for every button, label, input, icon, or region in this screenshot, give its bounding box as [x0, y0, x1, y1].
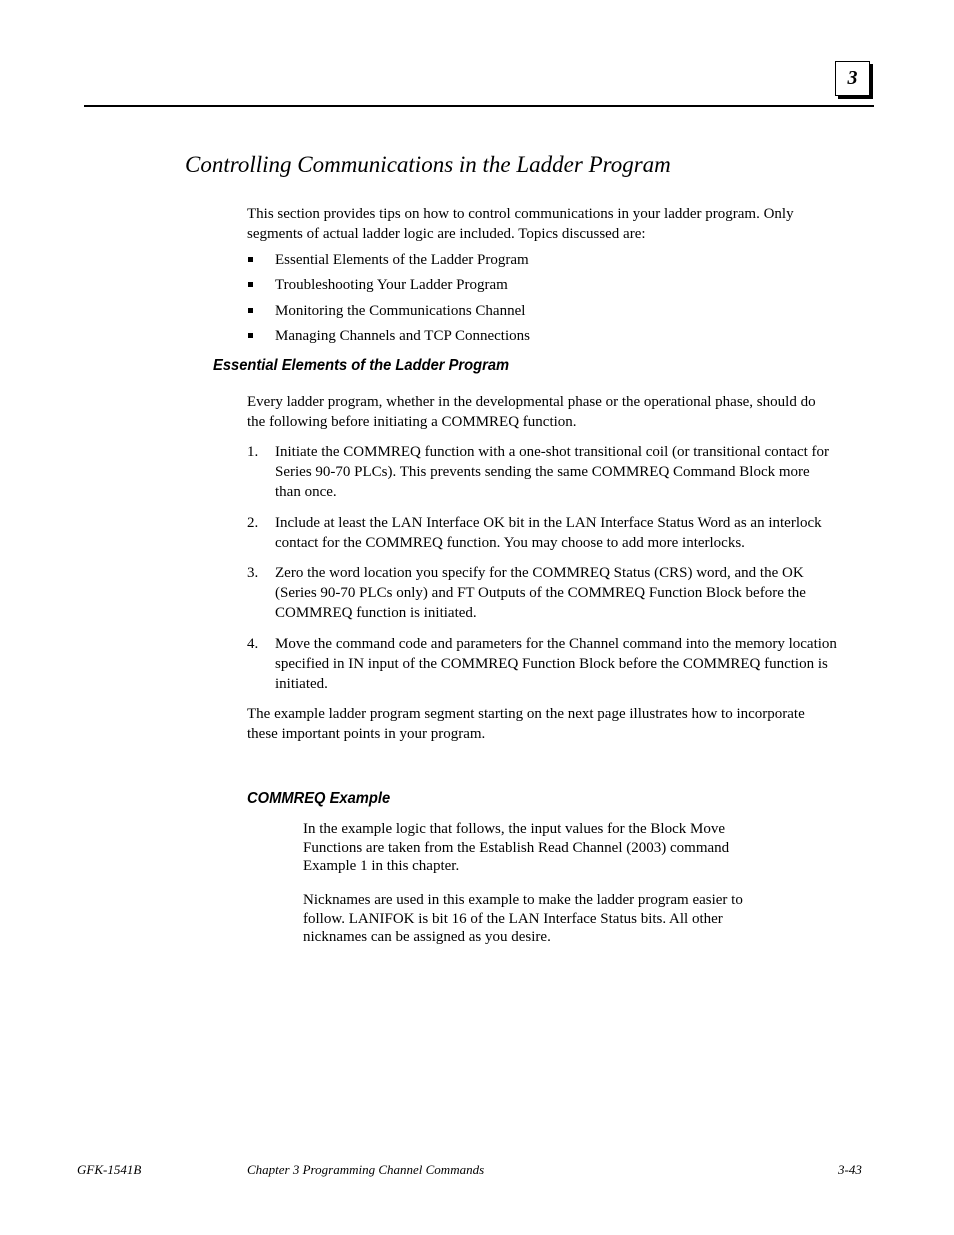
numbered-step: [247, 563, 859, 623]
bullet-icon: [248, 333, 253, 338]
footer-doc-number: GFK-1541B: [77, 1162, 142, 1177]
chapter-number: 3: [847, 67, 858, 89]
list-item: Troubleshooting Your Ladder Program: [247, 275, 530, 300]
step-number: 1.: [247, 444, 259, 460]
essential-elements-heading: Essential Elements of the Ladder Program: [213, 357, 510, 374]
step-text: Include at least the LAN Interface OK bit in the LAN Interface Status Word as an interlock contact for the COMMREQ function. You may choose to add more interlocks.: [275, 515, 822, 551]
bullet-icon: [248, 308, 253, 313]
footer-chapter-title: Chapter 3 Programming Channel Commands: [247, 1162, 485, 1177]
section-title: Controlling Communications in the Ladder Program: [185, 152, 671, 177]
essential-intro: Every ladder program, whether in the developmental phase or the operational phase, should do the following before initiating a COMMREQ function.: [247, 394, 816, 430]
numbered-step: [247, 442, 859, 502]
step-number: 3.: [247, 565, 259, 581]
numbered-step: [247, 513, 859, 553]
topics-list: [247, 250, 530, 351]
intro-line: segments of actual ladder logic are included. Topics discussed are:: [247, 226, 646, 242]
bullet-icon: [248, 257, 253, 262]
intro-paragraph: [247, 204, 857, 244]
list-item: Managing Channels and TCP Connections: [247, 326, 530, 351]
bullet-icon: [248, 282, 253, 287]
chapter-number-tab: [835, 61, 870, 96]
footer-page-number: 3-43: [838, 1162, 862, 1177]
list-item: Essential Elements of the Ladder Program: [247, 250, 530, 275]
step-number: 4.: [247, 636, 259, 652]
list-item: Monitoring the Communications Channel: [247, 301, 530, 326]
step-number: 2.: [247, 515, 259, 531]
essential-closing: The example ladder program segment starting on the next page illustrates how to incorporate these important points in your program.: [247, 706, 805, 742]
commreq-example-heading: COMMREQ Example: [247, 790, 391, 807]
step-text: Initiate the COMMREQ function with a one-shot transitional coil (or transitional contact for Series 90-70 PLCs). This prevents sending the same COMMREQ Command Block more than once.: [275, 444, 830, 500]
example-paragraph: Nicknames are used in this example to make the ladder program easier to follow. LANIFOK is bit 16 of the LAN Interface Status bits. All other nicknames can be assigned as you desire.: [303, 892, 743, 945]
step-text: Move the command code and parameters for the Channel command into the memory location specified in IN input of the COMMREQ Function Block before the COMMREQ function is initiated.: [275, 636, 837, 692]
intro-line: This section provides tips on how to control communications in your ladder program. Only: [247, 206, 794, 222]
header-rule: [84, 105, 874, 107]
numbered-step: [247, 634, 859, 694]
step-text: Zero the word location you specify for the COMMREQ Status (CRS) word, and the OK (Series 90-70 PLCs only) and FT Outputs of the COMMREQ Function Block before the COMMREQ function is initiated.: [275, 565, 806, 621]
example-paragraph: In the example logic that follows, the input values for the Block Move Functions are taken from the Establish Read Channel (2003) command Example 1 in this chapter.: [303, 821, 730, 874]
